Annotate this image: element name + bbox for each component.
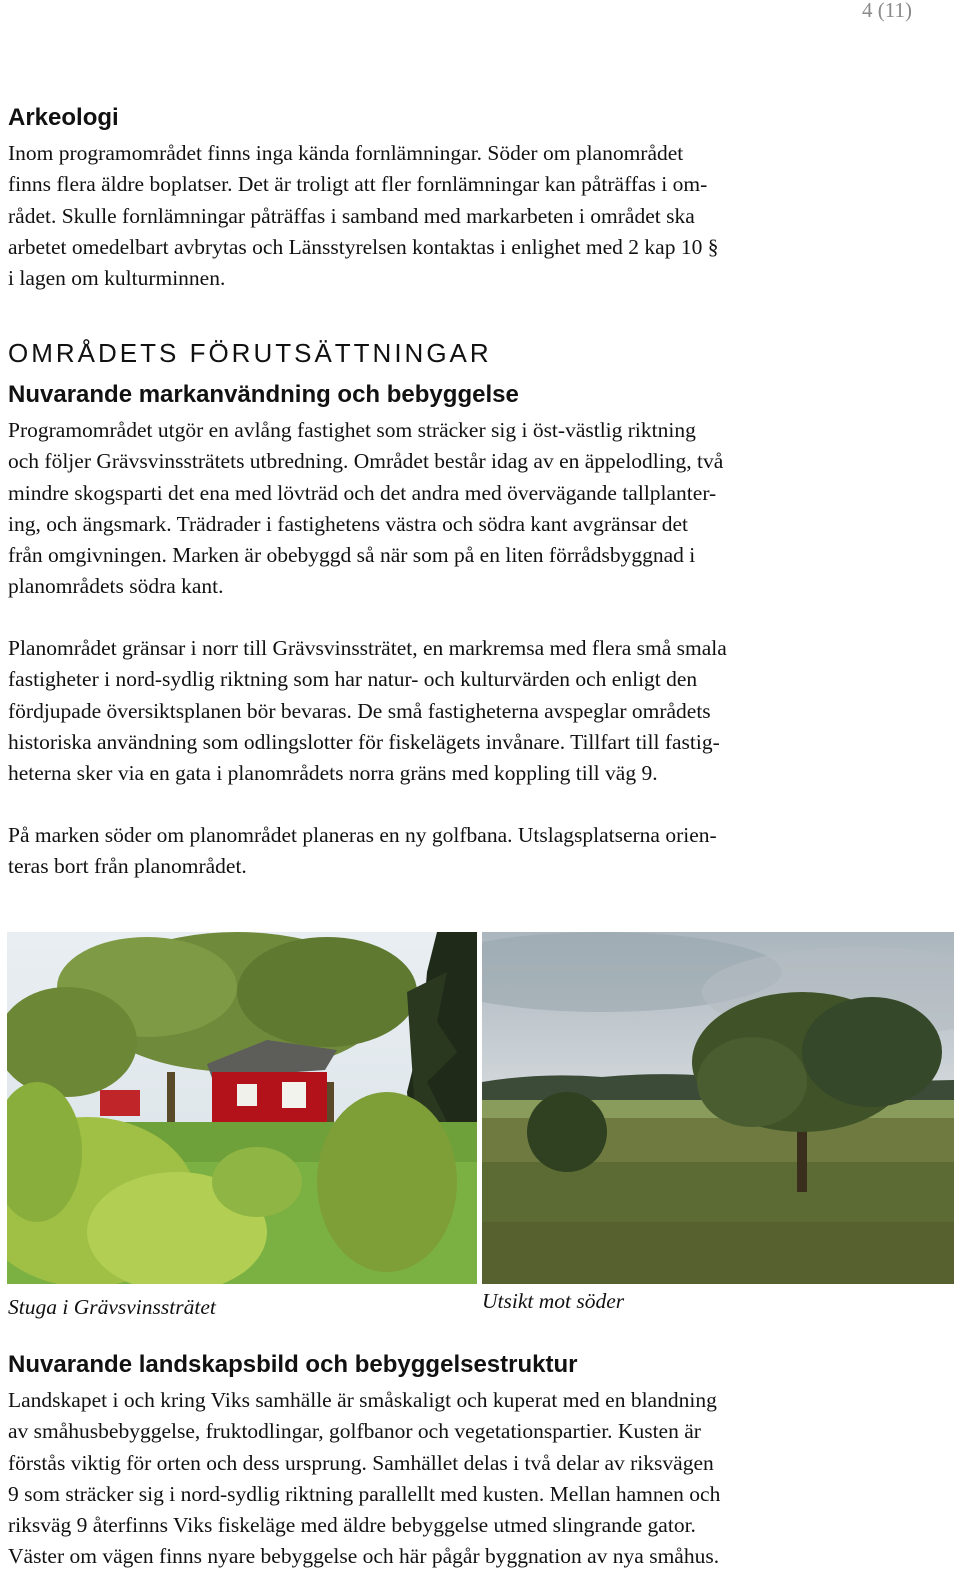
text-line: Planområdet gränsar i norr till Grävsvinssträtet, en markremsa med flera små smala xyxy=(8,636,727,660)
text-line: 9 som sträcker sig i nord-sydlig riktning parallellt med kusten. Mellan hamnen och xyxy=(8,1481,721,1506)
photo-view-south xyxy=(482,932,954,1284)
text-line: Inom programområdet finns inga kända fornlämningar. Söder om planområdet xyxy=(8,141,684,165)
paragraph-markanvandning-2 xyxy=(8,633,923,789)
paragraph-markanvandning-3 xyxy=(8,820,923,883)
page-number: 4 (11) xyxy=(862,0,912,22)
heading-arkeologi: Arkeologi xyxy=(8,104,119,131)
text-line: ing, och ängsmark. Trädrader i fastighetens västra och södra kant avgränsar det xyxy=(8,511,689,536)
text-line: finns flera äldre boplatser. Det är troligt att fler fornlämningar kan påträffas i om- xyxy=(8,172,708,197)
text-line: Programområdet utgör en avlång fastighet som sträcker sig i öst-västlig riktning xyxy=(8,418,696,442)
text-line: teras bort från planområdet. xyxy=(8,854,247,879)
text-line: rådet. Skulle fornlämningar påträffas i samband med markarbeten i området ska xyxy=(8,203,695,228)
text-line: Landskapet i och kring Viks samhälle är småskaligt och kuperat med en blandning xyxy=(8,1388,717,1412)
text-line: förstås viktig för orten och dess ursprung. Samhället delas i två delar av riksvägen xyxy=(8,1450,714,1475)
text-line: riksväg 9 återfinns Viks fiskeläge med äldre bebyggelse utmed slingrande gator. xyxy=(8,1513,696,1538)
paragraph-markanvandning-1 xyxy=(8,415,923,603)
text-line: Väster om vägen finns nyare bebyggelse och här pågår byggnation av nya småhus. xyxy=(8,1544,720,1569)
caption-view-south: Utsikt mot söder xyxy=(482,1289,625,1313)
text-line: heterna sker via en gata i planområdets norra gräns med koppling till väg 9. xyxy=(8,761,658,786)
text-line: i lagen om kulturminnen. xyxy=(8,266,226,291)
text-line: mindre skogsparti det ena med lövträd och det andra med övervägande tallplanter- xyxy=(8,480,717,505)
photo-cottage xyxy=(7,932,477,1284)
paragraph-arkeologi xyxy=(8,138,923,294)
photo-view-south-illustration xyxy=(482,932,954,1284)
text-line: av småhusbebyggelse, fruktodlingar, golfbanor och vegetationspartier. Kusten är xyxy=(8,1419,701,1444)
paragraph-landskapsbild xyxy=(8,1385,923,1573)
text-line: från omgivningen. Marken är obebyggd så när som på en liten förrådsbyggnad i xyxy=(8,543,696,568)
text-line: På marken söder om planområdet planeras en ny golfbana. Utslagsplatserna orien- xyxy=(8,823,717,847)
text-line: planområdets södra kant. xyxy=(8,574,224,599)
text-line: fördjupade översiktsplanen bör bevaras. De små fastigheterna avspeglar områdets xyxy=(8,698,711,723)
text-line: historiska användning som odlingslotter för fiskelägets invånare. Tillfart till fastig- xyxy=(8,729,720,754)
photo-cottage-illustration xyxy=(7,932,477,1284)
heading-markanvandning: Nuvarande markanvändning och bebyggelse xyxy=(8,381,519,408)
section-title: OMRÅDETS FÖRUTSÄTTNINGAR xyxy=(8,338,492,368)
caption-cottage: Stuga i Grävsvinssträtet xyxy=(8,1295,216,1319)
text-line: och följer Grävsvinssträtets utbredning. Området består idag av en äppelodling, två xyxy=(8,449,724,474)
heading-landskapsbild: Nuvarande landskapsbild och bebyggelsestruktur xyxy=(8,1351,578,1378)
text-line: fastigheter i nord-sydlig riktning som har natur- och kulturvärden och enligt den xyxy=(8,667,698,692)
text-line: arbetet omedelbart avbrytas och Länsstyrelsen kontaktas i enlighet med 2 kap 10 § xyxy=(8,234,719,259)
